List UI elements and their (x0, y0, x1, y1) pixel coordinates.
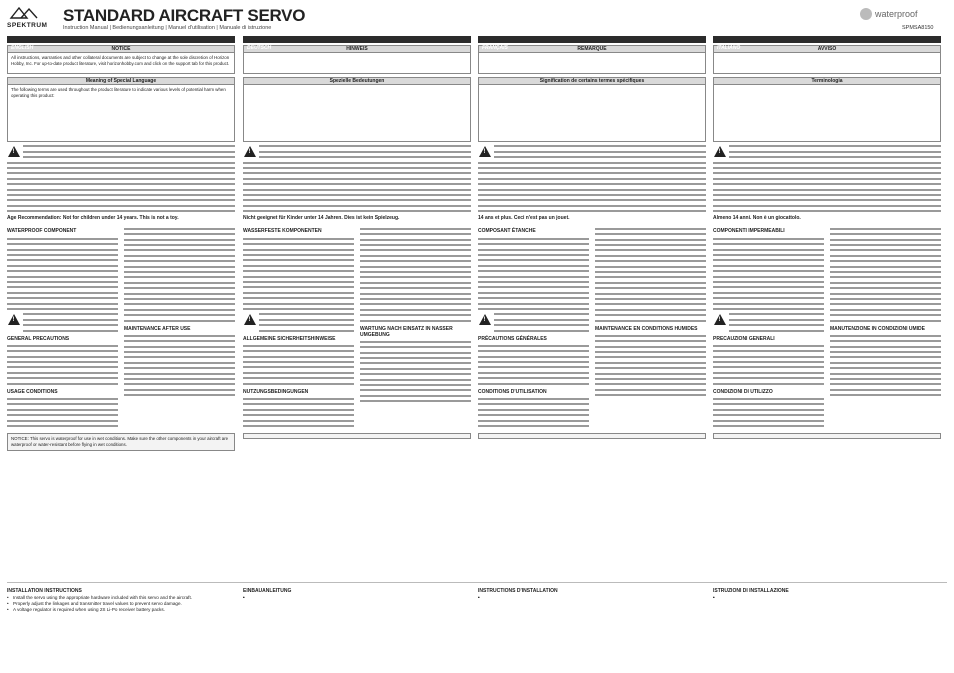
spektrum-logo (7, 6, 57, 30)
text-lines (713, 398, 824, 427)
special-language-text (244, 85, 470, 141)
waterproof-icon (860, 8, 872, 20)
text-lines (23, 145, 235, 158)
age-recommendation: Nicht geeignet für Kinder unter 14 Jahren. Dies ist kein Spielzeug. (243, 215, 400, 222)
section-divider (7, 582, 947, 583)
language-label: FRANÇAIS (482, 45, 508, 51)
text-lines (360, 341, 471, 402)
text-lines (124, 228, 235, 322)
text-lines (259, 313, 354, 331)
brand-name: SPEKTRUM (7, 22, 48, 29)
page-subtitle: Instruction Manual | Bedienungsanleitung | Manuel d'utilisation | Manuale di istruzione (63, 25, 272, 31)
caution-icon (8, 314, 20, 325)
warning-block (7, 145, 235, 158)
text-lines (595, 228, 706, 322)
text-lines (478, 238, 589, 310)
two-column-body (7, 224, 235, 430)
special-language-title: Spezielle Bedeutungen (244, 78, 470, 85)
section-heading: ALLGEMEINE SICHERHEITSHINWEISE (243, 335, 336, 342)
special-language-title: Meaning of Special Language (8, 78, 234, 85)
special-language-box (478, 77, 706, 142)
warning-block (478, 145, 706, 158)
section-heading: USAGE CONDITIONS (7, 388, 58, 395)
text-lines (713, 162, 941, 213)
section-heading: MANUTENZIONE IN CONDIZIONI UMIDE (830, 325, 925, 332)
text-lines (713, 345, 824, 385)
body-right (360, 224, 471, 430)
text-lines (7, 162, 235, 213)
page-title: STANDARD AIRCRAFT SERVO (63, 6, 306, 25)
age-recommendation: Almeno 14 anni. Non è un giocattolo. (713, 215, 801, 222)
text-lines (494, 145, 706, 158)
text-lines (478, 345, 589, 385)
text-lines (243, 162, 471, 213)
section-heading: WARTUNG NACH EINSATZ IN NASSER UMGEBUNG (360, 325, 453, 338)
notice-box (478, 45, 706, 74)
warning-icon (714, 146, 726, 157)
installation-title: ISTRUZIONI DI INSTALLAZIONE (713, 588, 789, 594)
notice-box (713, 45, 941, 74)
two-column-body (478, 224, 706, 430)
body-left (478, 224, 589, 430)
model-number: SPMSA8150 (902, 25, 934, 31)
text-lines (830, 335, 941, 396)
age-recommendation: Age Recommendation: Not for children under 14 years. This is not a toy. (7, 215, 179, 222)
caution-icon (714, 314, 726, 325)
caution-block (243, 313, 354, 331)
section-heading: MAINTENANCE EN CONDITIONS HUMIDES (595, 325, 698, 332)
text-lines (243, 238, 354, 310)
special-language-text (479, 85, 705, 141)
text-lines (23, 313, 118, 331)
waterproof-notice: NOTICE: This servo is waterproof for use in wet conditions. Make sure the other components in your aircraft are waterproof or water-resistant before flying in wet conditions. (7, 433, 235, 450)
two-column-body (713, 224, 941, 430)
text-lines (7, 345, 118, 385)
caution-block (713, 313, 824, 331)
special-language-box (243, 77, 471, 142)
warning-icon (244, 146, 256, 157)
caution-icon (479, 314, 491, 325)
installation-step: • Properly adjust the linkages and transmitter travel values to prevent servo damage. (7, 601, 235, 607)
special-language-box (7, 77, 235, 142)
section-heading: CONDIZIONI DI UTILIZZO (713, 388, 773, 395)
section-heading: PRÉCAUTIONS GÉNÉRALES (478, 335, 547, 342)
age-recommendation: 14 ans et plus. Ceci n'est pas un jouet. (478, 215, 570, 222)
spektrum-logo-mark (7, 6, 51, 20)
text-lines (7, 398, 118, 427)
text-lines (243, 398, 354, 427)
installation-title: EINBAUANLEITUNG (243, 588, 292, 594)
special-language-box (713, 77, 941, 142)
caution-icon (244, 314, 256, 325)
body-right (830, 224, 941, 430)
installation-title: INSTRUCTIONS D'INSTALLATION (478, 588, 558, 594)
page-header (0, 0, 954, 34)
warning-block (243, 145, 471, 158)
installation-italiano (713, 588, 941, 668)
special-language-title: Terminologia (714, 78, 940, 85)
text-lines (360, 228, 471, 322)
text-lines (595, 335, 706, 396)
notice-title: HINWEIS (244, 46, 470, 53)
language-label: DEUTSCH (247, 45, 272, 51)
text-lines (729, 145, 941, 158)
text-lines (243, 345, 354, 385)
notice-title: REMARQUE (479, 46, 705, 53)
notice-box (243, 45, 471, 74)
section-heading: COMPOSANT ÉTANCHE (478, 228, 536, 235)
column-italiano (713, 36, 941, 576)
notice-title: AVVISO (714, 46, 940, 53)
text-lines (830, 228, 941, 322)
section-heading: COMPONENTI IMPERMEABILI (713, 228, 785, 235)
text-lines (259, 145, 471, 158)
installation-francais (478, 588, 706, 668)
text-lines (124, 335, 235, 396)
notice-text (479, 53, 705, 73)
body-left (713, 224, 824, 430)
section-heading: WASSERFESTE KOMPONENTEN (243, 228, 322, 235)
notice-title: NOTICE (8, 46, 234, 53)
installation-step: • Install the servo using the appropriate hardware included with this servo and the aircraft. (7, 595, 235, 601)
waterproof-badge: waterproof (875, 9, 918, 19)
installation-english (7, 588, 235, 668)
body-right (124, 224, 235, 430)
column-francais (478, 36, 706, 576)
notice-box (7, 45, 235, 74)
special-language-text (714, 85, 940, 141)
notice-text (714, 53, 940, 73)
language-label: ITALIANO (717, 45, 741, 51)
caution-block (478, 313, 589, 331)
section-heading: GENERAL PRECAUTIONS (7, 335, 70, 342)
column-deutsch (243, 36, 471, 576)
section-heading: MAINTENANCE AFTER USE (124, 325, 191, 332)
body-right (595, 224, 706, 430)
special-language-text: The following terms are used throughout the product literature to indicate various levels of potential harm when operating this product: (11, 87, 226, 98)
waterproof-notice (478, 433, 706, 439)
two-column-body (243, 224, 471, 430)
body-left (7, 224, 118, 430)
notice-text (244, 53, 470, 73)
text-lines (494, 313, 589, 331)
installation-step: • A voltage regulator is required when using 2S Li-Po receiver battery packs. (7, 607, 235, 613)
text-lines (7, 238, 118, 310)
waterproof-notice (713, 433, 941, 439)
waterproof-notice (243, 433, 471, 439)
warning-icon (8, 146, 20, 157)
installation-title: INSTALLATION INSTRUCTIONS (7, 588, 82, 594)
installation-deutsch (243, 588, 471, 668)
notice-text: All instructions, warranties and other collateral documents are subject to change at the sole discretion of Horizon Hobby, Inc. For up-to-date product literature, visit horizonhobby.com and click on the support tab for this product. (11, 55, 230, 66)
section-heading: PRECAUZIONI GENERALI (713, 335, 775, 342)
caution-block (7, 313, 118, 331)
warning-icon (479, 146, 491, 157)
text-lines (478, 162, 706, 213)
special-language-title: Signification de certains termes spécifiques (479, 78, 705, 85)
column-english (7, 36, 235, 576)
text-lines (478, 398, 589, 427)
body-left (243, 224, 354, 430)
section-heading: NUTZUNGSBEDINGUNGEN (243, 388, 309, 395)
section-heading: WATERPROOF COMPONENT (7, 228, 77, 235)
section-heading: CONDITIONS D'UTILISATION (478, 388, 547, 395)
text-lines (729, 313, 824, 331)
warning-block (713, 145, 941, 158)
text-lines (713, 238, 824, 310)
language-label: ENGLISH (11, 45, 34, 51)
